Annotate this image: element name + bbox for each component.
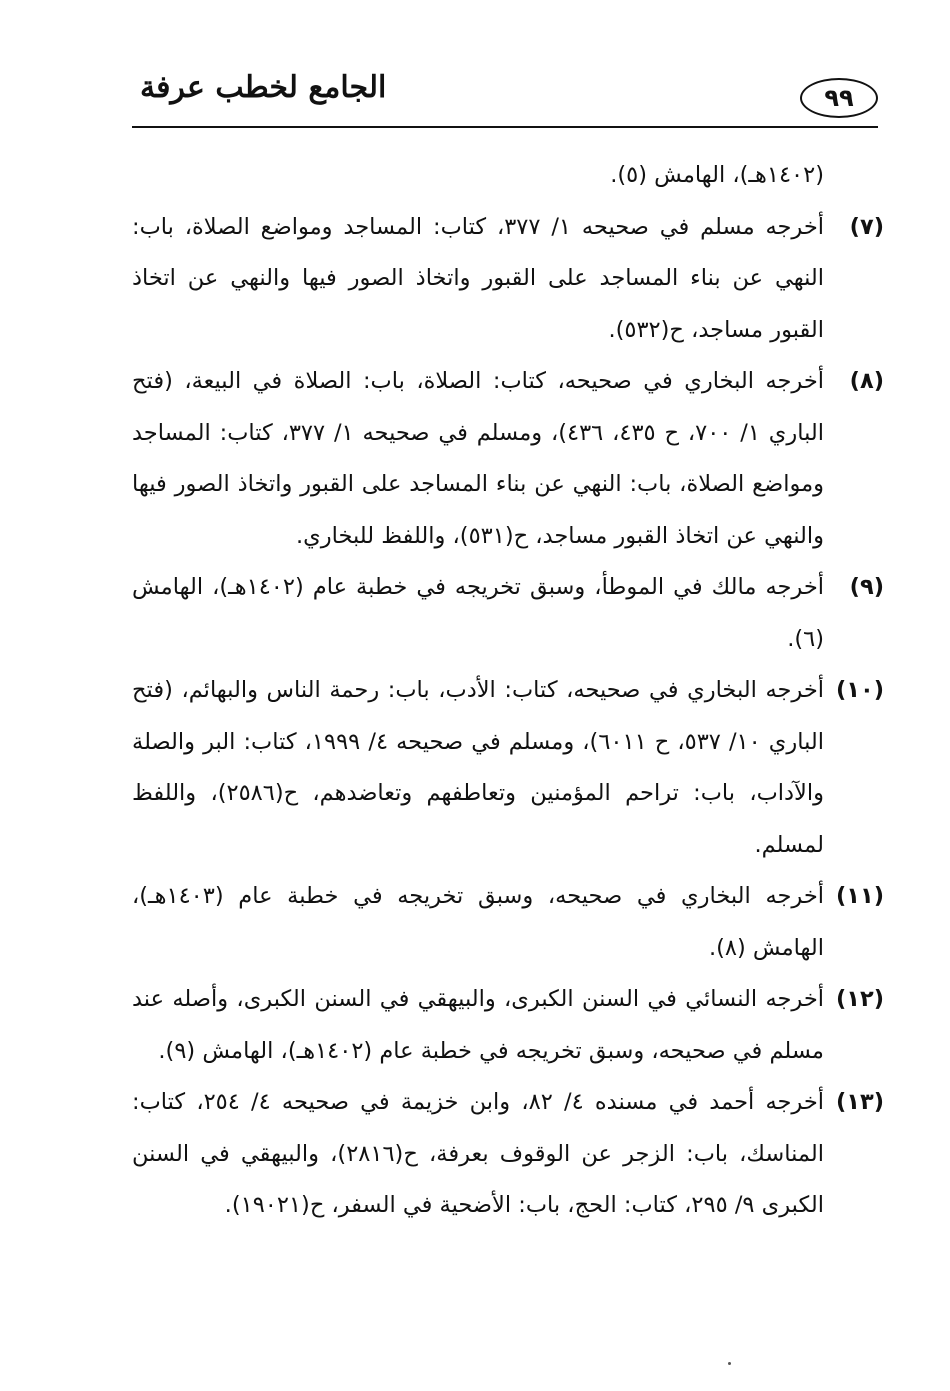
footnote-10	[132, 665, 884, 871]
footnote-number: (١٣)	[835, 1089, 884, 1115]
footnote-12	[132, 974, 884, 1077]
footnote-number: (١١)	[835, 883, 884, 909]
footnote-text: أخرجه البخاري في صحيحه، كتاب: الصلاة، باب: الصلاة في البيعة، (فتح الباري ١/ ٧٠٠، ح ٤٣٥، ٤٣٦)، ومسلم في صحيحه ١/ ٣٧٧، كتاب: المساجد ومواضع الصلاة، باب: النهي عن بناء المساجد على القبور واتخاذ الصور فيها والنهي عن اتخاذ القبور مساجد، ح(٥٣١)، واللفظ للبخاري.	[132, 368, 824, 549]
book-title: الجامع لخطب عرفة	[140, 70, 387, 105]
footnote-number: (٨)	[849, 368, 884, 394]
footnote-number: (١٢)	[835, 986, 884, 1012]
footnote-text: أخرجه النسائي في السنن الكبرى، والبيهقي في السنن الكبرى، وأصله عند مسلم في صحيحه، وسبق تخريجه في خطبة عام (١٤٠٢هـ)، الهامش (٩).	[132, 986, 824, 1064]
scan-speck	[728, 1362, 731, 1365]
header-rule	[132, 126, 878, 128]
footnote-text: أخرجه أحمد في مسنده ٤/ ٨٢، وابن خزيمة في صحيحه ٤/ ٢٥٤، كتاب: المناسك، باب: الزجر عن الوقوف بعرفة، ح(٢٨١٦)، والبيهقي في السنن الكبرى ٩/ ٢٩٥، كتاب: الحج، باب: الأضحية في السفر، ح(١٩٠٢١).	[132, 1089, 825, 1218]
footnote-text: أخرجه البخاري في صحيحه، وسبق تخريجه في خطبة عام (١٤٠٣هـ)، الهامش (٨).	[132, 883, 824, 961]
footnote-number: (٧)	[849, 213, 884, 240]
footnote-text: أخرجه البخاري في صحيحه، كتاب: الأدب، باب: رحمة الناس والبهائم، (فتح الباري ١٠/ ٥٣٧، ح ٦٠١١)، ومسلم في صحيحه ٤/ ١٩٩٩، كتاب: البر والصلة والآداب، باب: تراحم المؤمنين وتعاطفهم وتعاضدهم، ح(٢٥٨٦)، واللفظ لمسلم.	[132, 677, 825, 858]
footnote-text: أخرجه مسلم في صحيحه ١/ ٣٧٧، كتاب: المساجد ومواضع الصلاة، باب: النهي عن بناء المساجد على القبور واتخاذ الصور فيها والنهي عن اتخاذ القبور مساجد، ح(٥٣٢).	[132, 213, 825, 343]
page-number: ٩٩	[800, 78, 878, 118]
footnote-number: (١٠)	[835, 677, 884, 703]
footnote-11	[132, 871, 884, 974]
page-header	[132, 64, 878, 128]
footnote-13	[132, 1077, 884, 1232]
footnote-number: (٩)	[849, 574, 884, 600]
footnote-7	[132, 202, 884, 357]
footnote-text: أخرجه مالك في الموطأ، وسبق تخريجه في خطبة عام (١٤٠٢هـ)، الهامش (٦).	[132, 574, 824, 652]
footnote-continuation: (١٤٠٢هـ)، الهامش (٥).	[610, 162, 824, 188]
footnote-8	[132, 356, 884, 562]
footnote-9	[132, 562, 884, 665]
footnotes	[132, 150, 884, 1232]
